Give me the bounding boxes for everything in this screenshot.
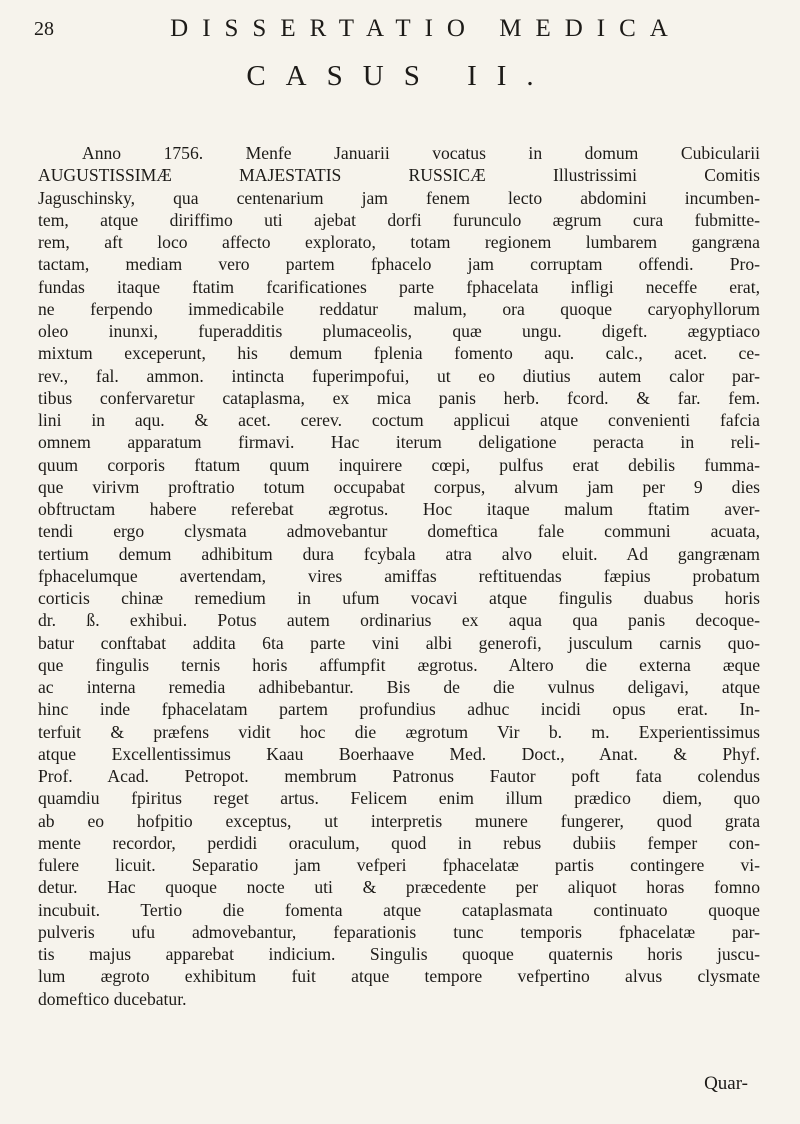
text-line: quamdiu fpiritus reget artus. Felicem enim illum prædico diem, quo <box>38 788 760 809</box>
text-line: mente recordor, perdidi oraculum, quod in rebus dubiis femper con- <box>38 832 760 853</box>
section-heading: CASUS II. <box>246 60 554 92</box>
text-line: que fingulis ternis horis affumpfit ægrotus. Altero die externa æque <box>38 654 760 675</box>
text-line: domeftico ducebatur. <box>38 988 187 1009</box>
text-line: lini in aqu. & acet. cerev. coctum applicui atque convenienti fafcia <box>38 410 760 430</box>
text-line: ne ferpendo immedicabile reddatur malum, ora quoque caryophyllorum <box>38 298 760 319</box>
text-line: ac interna remedia adhibebantur. Bis de die vulnus deligavi, atque <box>38 677 760 697</box>
catchword: Quar- <box>704 1073 748 1094</box>
text-line: omnem apparatum firmavi. Hac iterum deligatione peracta in reli- <box>38 432 760 453</box>
text-line: batur conftabat addita 6ta parte vini albi generofi, jusculum carnis quo- <box>38 632 760 653</box>
text-line: dr. ß. exhibui. Potus autem ordinarius ex aqua qua panis decoque- <box>38 610 760 631</box>
running-head <box>34 12 770 46</box>
text-line: quum corporis ftatum quum inquirere cœpi, pulfus erat debilis fumma- <box>38 454 760 475</box>
page-number: 28 <box>34 17 54 40</box>
text-line: rev., fal. ammon. intincta fuperimpofui, ut eo diutius autem calor par- <box>38 365 760 386</box>
text-line: tis majus apparebat indicium. Singulis quoque quaternis horis juscu- <box>38 944 760 964</box>
text-line: mixtum exceperunt, his demum fplenia fomento aqu. calc., acet. ce- <box>38 343 760 364</box>
text-line: corticis chinæ remedium in ufum vocavi atque fingulis duabus horis <box>38 588 760 608</box>
text-line: fundas itaque ftatim fcarificationes parte fphacelata infligi neceffe erat, <box>38 276 760 297</box>
text-line: oleo inunxi, fuperadditis plumaceolis, quæ ungu. digeft. ægyptiaco <box>38 321 760 341</box>
text-line: AUGUSTISSIMÆ MAJESTATIS RUSSICÆ Illustrissimi Comitis <box>38 165 760 186</box>
text-line: hinc inde fphacelatam partem profundius adhuc incidi opus erat. In- <box>38 699 760 720</box>
body-text <box>38 142 760 1010</box>
text-line: Prof. Acad. Petropot. membrum Patronus Fautor poft fata colendus <box>38 766 760 786</box>
text-line: atque Excellentissimus Kaau Boerhaave Med. Doct., Anat. & Phyf. <box>38 743 760 764</box>
text-line: terfuit & præfens vidit hoc die ægrotum Vir b. m. Experientissimus <box>38 721 760 742</box>
text-line: detur. Hac quoque nocte uti & præcedente per aliquot horas fomno <box>38 877 760 898</box>
text-line: fphacelumque avertendam, vires amiffas reftituendas fæpius probatum <box>38 565 760 586</box>
text-line: Anno 1756. Menfe Januarii vocatus in domum Cubicularii <box>82 143 760 163</box>
text-line: tibus confervaretur cataplasma, ex mica panis herb. fcord. & far. fem. <box>38 387 760 408</box>
text-line: Jaguschinsky, qua centenarium jam fenem lecto abdomini incumben- <box>38 187 760 208</box>
text-line: que virivm proftratio totum occupabat corpus, alvum jam per 9 dies <box>38 476 760 497</box>
text-line: lum ægroto exhibitum fuit atque tempore vefpertino alvus clysmate <box>38 966 760 987</box>
text-line: obftructam habere referebat ægrotus. Hoc itaque malum ftatim aver- <box>38 499 760 519</box>
running-title: DISSERTATIO MEDICA <box>170 15 682 42</box>
text-line: ab eo hofpitio exceptus, ut interpretis munere fungerer, quod grata <box>38 810 760 831</box>
text-line: incubuit. Tertio die fomenta atque cataplasmata continuato quoque <box>38 899 760 920</box>
text-line: tem, atque diriffimo uti ajebat dorfi furunculo ægrum cura fubmitte- <box>38 209 760 230</box>
text-line: pulveris ufu admovebantur, feparationis tunc temporis fphacelatæ par- <box>38 921 760 942</box>
text-line: fulere licuit. Separatio jam vefperi fphacelatæ partis contingere vi- <box>38 855 760 875</box>
text-line: tactam, mediam vero partem fphacelo jam corruptam offendi. Pro- <box>38 254 760 275</box>
text-line: tertium demum adhibitum dura fcybala atra alvo eluit. Ad gangrænam <box>38 543 760 564</box>
text-line: tendi ergo clysmata admovebantur domeftica fale communi acuata, <box>38 521 760 542</box>
text-line: rem, aft loco affecto explorato, totam regionem lumbarem gangræna <box>38 232 760 252</box>
